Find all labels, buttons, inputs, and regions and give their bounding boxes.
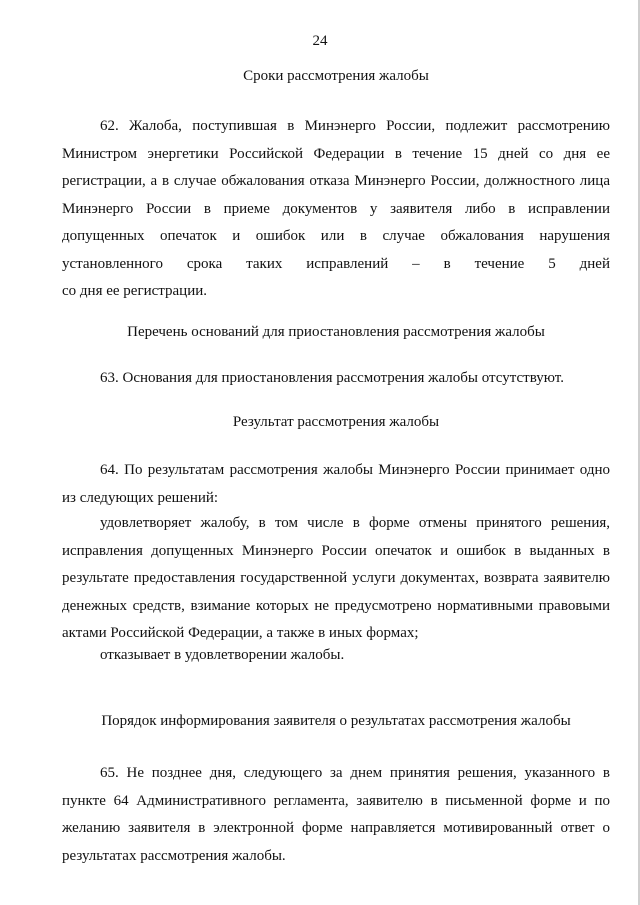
paragraph-64-option-1: [62, 510, 610, 648]
paragraph-line: 65. Не позднее дня, следующего за днем принятия решения, указанного в: [100, 765, 610, 781]
paragraph-line: желанию заявителя в электронной форме направляется мотивированный ответ о: [62, 820, 610, 836]
page-number: 24: [312, 33, 328, 49]
paragraph-line: допущенных опечаток и ошибок или в случае обжалования нарушения: [62, 228, 610, 244]
paragraph-64-option-2: отказывает в удовлетворении жалобы.: [100, 647, 345, 663]
paragraph-line: исправления допущенных Минэнерго России опечаток и ошибок в выданных в: [62, 542, 610, 559]
paragraph-line: со дня ее регистрации.: [62, 283, 208, 299]
paragraph-line: результатах рассмотрения жалобы.: [62, 847, 286, 864]
heading-suspension-grounds: Перечень оснований для приостановления рассмотрения жалобы: [127, 324, 545, 340]
heading-review-terms: Сроки рассмотрения жалобы: [243, 68, 429, 84]
paragraph-line: удовлетворяет жалобу, в том числе в форме отмены принятого решения,: [100, 515, 610, 531]
paragraph-line: из следующих решений:: [62, 489, 219, 506]
heading-informing-applicant: Порядок информирования заявителя о результатах рассмотрения жалобы: [101, 713, 571, 729]
paragraph-63: 63. Основания для приостановления рассмотрения жалобы отсутствуют.: [100, 370, 564, 386]
paragraph-line: результате предоставления государственной услуги документах, возврата заявителю: [62, 570, 610, 586]
paragraph-line: установленного срока таких исправлений – в течение 5 дней: [62, 255, 610, 272]
paragraph-64: [62, 457, 610, 512]
paragraph-line: 64. По результатам рассмотрения жалобы Минэнерго России принимает одно: [100, 462, 610, 478]
paragraph-line: 62. Жалоба, поступившая в Минэнерго России, подлежит рассмотрению: [100, 118, 610, 134]
heading-review-result: Результат рассмотрения жалобы: [232, 414, 440, 430]
paragraph-line: регистрации, а в случае обжалования отказа Минэнерго России, должностного лица: [62, 173, 610, 189]
paragraph-line: Министром энергетики Российской Федерации в течение 15 дней со дня ее: [62, 145, 610, 162]
paragraph-62: [62, 113, 610, 306]
paragraph-65: [62, 760, 610, 870]
paragraph-line: пункте 64 Административного регламента, заявителю в письменной форме и по: [62, 792, 610, 809]
paragraph-line: Минэнерго России в приеме документов у заявителя либо в исправлении: [62, 200, 610, 217]
paragraph-line: актами Российской Федерации, а также в иных формах;: [62, 625, 419, 641]
paragraph-line: денежных средств, взимание которых не предусмотрено нормативными правовыми: [62, 597, 610, 614]
